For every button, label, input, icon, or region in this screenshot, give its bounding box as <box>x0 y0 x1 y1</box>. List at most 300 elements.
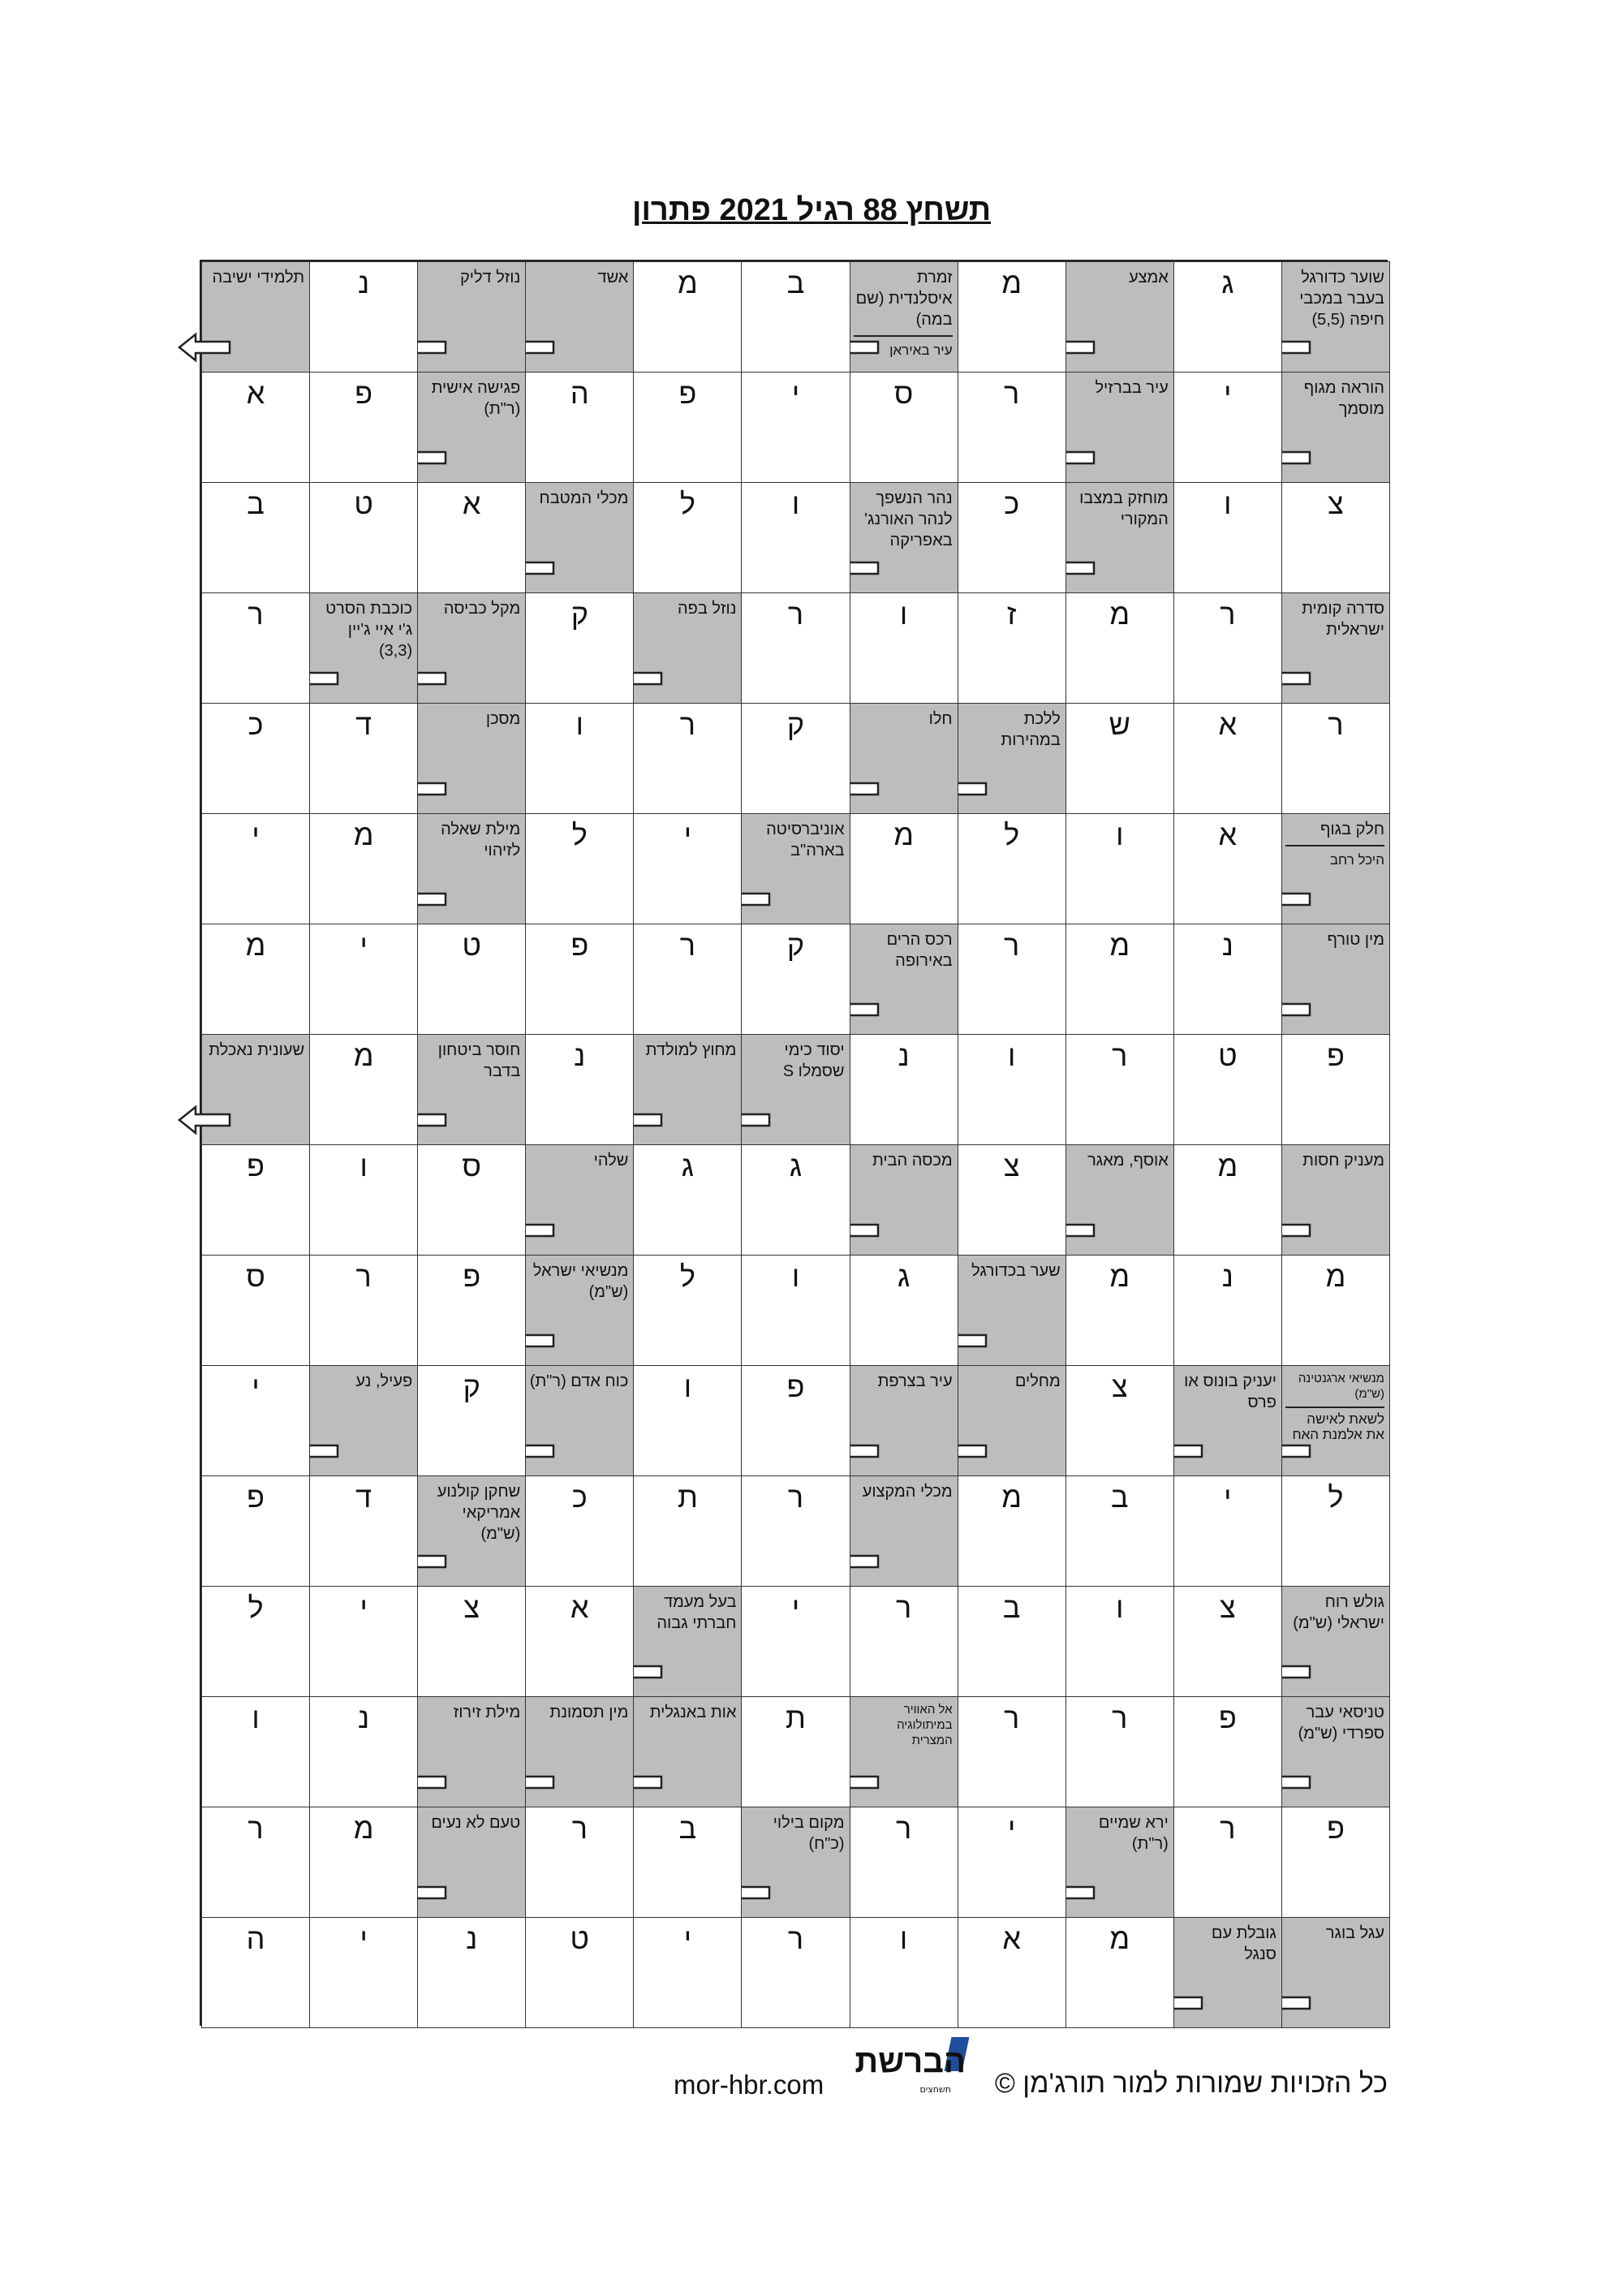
clue-line: אל האוויר במיתולוגיה המצרית <box>897 1703 953 1747</box>
clue-text <box>637 1702 736 1723</box>
answer-letter: נ <box>358 1701 370 1734</box>
answer-cell[interactable] <box>1065 1365 1174 1476</box>
answer-letter: י <box>359 1591 368 1624</box>
answer-letter: ל <box>248 1591 264 1624</box>
answer-cell[interactable] <box>1173 372 1282 483</box>
answer-letter: ר <box>787 1922 804 1955</box>
answer-letter: ל <box>1004 818 1020 851</box>
clue-text <box>854 1702 953 1748</box>
answer-cell[interactable] <box>1065 1586 1174 1697</box>
clue-text <box>1177 1371 1276 1413</box>
clue-line: חלו <box>928 710 953 728</box>
answer-cell[interactable] <box>1065 1475 1174 1587</box>
answer-cell[interactable] <box>309 482 418 593</box>
clue-cell <box>850 1475 958 1587</box>
answer-cell[interactable] <box>958 1696 1066 1807</box>
clue-line: טעם לא נעים <box>431 1814 521 1832</box>
answer-cell[interactable] <box>201 1255 310 1366</box>
answer-cell[interactable] <box>1173 1586 1282 1697</box>
clue-cell <box>741 1034 850 1145</box>
answer-letter: מ <box>1109 1922 1130 1955</box>
clue-text <box>854 1481 953 1502</box>
answer-letter: פ <box>570 928 589 962</box>
clue-cell <box>417 1034 526 1145</box>
clue-cell <box>1065 1144 1174 1256</box>
clue-line: מין טורף <box>1327 931 1384 949</box>
answer-cell[interactable] <box>525 1807 634 1918</box>
answer-cell[interactable] <box>1173 261 1282 373</box>
clue-line: אמצע <box>1128 269 1169 286</box>
answer-letter: ר <box>1112 1039 1128 1072</box>
answer-cell[interactable] <box>417 1365 526 1476</box>
answer-cell[interactable] <box>633 372 742 483</box>
clue-text <box>421 377 520 420</box>
answer-cell[interactable] <box>1281 1807 1390 1918</box>
clue-text <box>1285 929 1384 950</box>
answer-letter: י <box>683 1922 692 1955</box>
answer-letter: ל <box>679 487 695 520</box>
clue-line: אוסף, מאגר <box>1087 1152 1169 1170</box>
clue-text <box>854 929 953 971</box>
answer-cell[interactable] <box>309 813 418 924</box>
answer-cell[interactable] <box>1065 1917 1174 2028</box>
answer-cell[interactable] <box>1173 1144 1282 1256</box>
answer-letter: מ <box>1109 1260 1130 1293</box>
answer-letter: ה <box>570 377 589 410</box>
answer-letter: ר <box>248 1811 264 1845</box>
answer-cell[interactable] <box>309 1807 418 1918</box>
answer-cell[interactable] <box>741 1475 850 1587</box>
answer-cell[interactable] <box>633 482 742 593</box>
answer-cell[interactable] <box>850 1917 958 2028</box>
answer-letter: ט <box>462 928 481 962</box>
clue-cell <box>417 372 526 483</box>
clue-text <box>313 1371 412 1392</box>
answer-cell[interactable] <box>309 1255 418 1366</box>
answer-cell[interactable] <box>633 1365 742 1476</box>
answer-letter: מ <box>353 818 374 851</box>
clue-cell <box>1281 372 1390 483</box>
clue-text <box>529 1150 628 1171</box>
answer-letter: א <box>1218 818 1238 851</box>
clue-cell <box>850 924 958 1035</box>
answer-cell[interactable] <box>1173 813 1282 924</box>
answer-cell[interactable] <box>958 482 1066 593</box>
answer-cell[interactable] <box>1173 924 1282 1035</box>
answer-cell[interactable] <box>1065 1255 1174 1366</box>
answer-cell[interactable] <box>741 1586 850 1697</box>
footer-site-url[interactable]: mor-hbr.com <box>674 2070 824 2100</box>
answer-cell[interactable] <box>850 1255 958 1366</box>
answer-cell[interactable] <box>633 924 742 1035</box>
answer-letter: ו <box>899 597 908 631</box>
clue-cell <box>1173 1917 1282 2028</box>
clue-cell <box>958 703 1066 814</box>
answer-letter: כ <box>248 708 264 741</box>
answer-cell[interactable] <box>741 1365 850 1476</box>
clue-text <box>529 1702 628 1723</box>
answer-letter: ג <box>1221 266 1234 299</box>
clue-line: מחלים <box>1014 1372 1061 1390</box>
clue-line: כוכבת הסרט ג'י איי ג'יין (3,3) <box>325 600 413 660</box>
answer-cell[interactable] <box>1281 1034 1390 1145</box>
answer-letter: ו <box>1224 487 1232 520</box>
answer-cell[interactable] <box>1173 1034 1282 1145</box>
answer-cell[interactable] <box>417 924 526 1035</box>
answer-letter: מ <box>1325 1260 1346 1293</box>
answer-cell[interactable] <box>525 1586 634 1697</box>
answer-cell[interactable] <box>1065 703 1174 814</box>
answer-cell[interactable] <box>958 1807 1066 1918</box>
answer-letter: ו <box>252 1701 260 1734</box>
clue-cell <box>741 813 850 924</box>
clue-text <box>421 267 520 288</box>
answer-cell[interactable] <box>741 1144 850 1256</box>
answer-cell[interactable] <box>1281 703 1390 814</box>
answer-cell[interactable] <box>741 924 850 1035</box>
answer-cell[interactable] <box>741 261 850 373</box>
clue-text <box>1070 267 1169 288</box>
answer-cell[interactable] <box>201 1144 310 1256</box>
answer-letter: נ <box>1221 928 1233 962</box>
answer-cell[interactable] <box>741 482 850 593</box>
answer-letter: ו <box>1116 1591 1124 1624</box>
clue-text <box>1285 1923 1384 1944</box>
answer-cell[interactable] <box>633 703 742 814</box>
answer-cell[interactable] <box>958 372 1066 483</box>
answer-cell[interactable] <box>525 1475 634 1587</box>
answer-cell[interactable] <box>1173 703 1282 814</box>
answer-letter: מ <box>1001 266 1022 299</box>
crossword-grid <box>200 260 1388 2026</box>
answer-cell[interactable] <box>741 372 850 483</box>
answer-cell[interactable] <box>633 1475 742 1587</box>
answer-cell[interactable] <box>201 813 310 924</box>
clue-line: מקל כביסה <box>443 600 521 618</box>
answer-cell[interactable] <box>201 372 310 483</box>
answer-cell[interactable] <box>1281 482 1390 593</box>
answer-cell[interactable] <box>1173 1807 1282 1918</box>
clue-line: אות באנגלית <box>649 1704 737 1721</box>
clue-cell <box>958 1365 1066 1476</box>
answer-letter: מ <box>353 1811 374 1845</box>
clue-cell <box>633 1586 742 1697</box>
answer-cell[interactable] <box>741 1917 850 2028</box>
clue-cell <box>1281 924 1390 1035</box>
clue-cell <box>1281 1365 1390 1476</box>
answer-letter: ר <box>571 1811 588 1845</box>
answer-letter: ה <box>246 1922 265 1955</box>
answer-letter: ל <box>1328 1480 1344 1514</box>
answer-letter: א <box>1002 1922 1021 1955</box>
answer-cell[interactable] <box>201 482 310 593</box>
answer-letter: מ <box>893 818 914 851</box>
answer-letter: פ <box>247 1480 265 1514</box>
answer-cell[interactable] <box>201 1586 310 1697</box>
answer-cell[interactable] <box>850 372 958 483</box>
answer-letter: ב <box>678 1811 697 1845</box>
clue-cell <box>1281 1696 1390 1807</box>
answer-cell[interactable] <box>1065 924 1174 1035</box>
answer-letter: נ <box>574 1039 586 1072</box>
answer-cell[interactable] <box>417 1586 526 1697</box>
answer-cell[interactable] <box>1065 1034 1174 1145</box>
answer-cell[interactable] <box>1173 1475 1282 1587</box>
answer-letter: ס <box>246 1260 265 1293</box>
answer-cell[interactable] <box>633 261 742 373</box>
clue-line: מעניק חסות <box>1302 1152 1384 1170</box>
clue-cell <box>417 592 526 704</box>
answer-cell[interactable] <box>850 813 958 924</box>
answer-cell[interactable] <box>417 1917 526 2028</box>
answer-cell[interactable] <box>1065 592 1174 704</box>
clue-cell <box>1065 372 1174 483</box>
answer-letter: ר <box>248 597 264 631</box>
answer-cell[interactable] <box>633 1917 742 2028</box>
answer-cell[interactable] <box>958 1144 1066 1256</box>
answer-cell[interactable] <box>201 703 310 814</box>
answer-letter: פ <box>463 1260 481 1293</box>
answer-cell[interactable] <box>958 592 1066 704</box>
answer-letter: מ <box>1001 1480 1022 1514</box>
answer-letter: א <box>570 1591 589 1624</box>
answer-letter: ט <box>1218 1039 1238 1072</box>
page-title: תשחץ 88 רגיל 2021 פתרון <box>632 193 991 227</box>
answer-letter: ר <box>895 1811 912 1845</box>
answer-letter: ס <box>893 377 914 410</box>
clue-text <box>1177 1923 1276 1965</box>
clue-line: מסכן <box>485 710 521 728</box>
answer-letter: פ <box>1326 1811 1345 1845</box>
clue-cell <box>525 1144 634 1256</box>
answer-cell[interactable] <box>1065 1696 1174 1807</box>
answer-cell[interactable] <box>525 703 634 814</box>
clue-line: מכסה הבית <box>872 1152 953 1170</box>
answer-letter: ט <box>570 1922 590 1955</box>
answer-letter: י <box>791 1591 800 1624</box>
clue-cell <box>1065 482 1174 593</box>
answer-letter: ק <box>786 708 805 741</box>
answer-cell[interactable] <box>417 1255 526 1366</box>
answer-cell[interactable] <box>309 261 418 373</box>
answer-cell[interactable] <box>633 813 742 924</box>
answer-letter: ר <box>1004 1701 1020 1734</box>
answer-cell[interactable] <box>201 1807 310 1918</box>
footer-copyright: כל הזכויות שמורות למור תורג'מן © <box>994 2068 1388 2099</box>
answer-cell[interactable] <box>1281 1475 1390 1587</box>
answer-letter: י <box>359 1922 368 1955</box>
answer-cell[interactable] <box>309 1917 418 2028</box>
answer-cell[interactable] <box>417 1144 526 1256</box>
clue-line: עיר בצרפת <box>877 1372 953 1390</box>
answer-cell[interactable] <box>958 261 1066 373</box>
clue-line: גולש רוח ישראלי (ש"מ) <box>1293 1593 1384 1632</box>
clue-line: שלהי <box>593 1152 629 1170</box>
clue-line: רכס הרים באירופה <box>886 931 953 970</box>
answer-letter: ט <box>354 487 373 520</box>
clue-line: שוער כדורגל בעבר במכבי חיפה (5,5) <box>1299 269 1384 329</box>
answer-cell[interactable] <box>1173 1696 1282 1807</box>
answer-cell[interactable] <box>741 1255 850 1366</box>
answer-letter: ז <box>1006 597 1017 631</box>
answer-letter: ר <box>1220 1811 1236 1845</box>
answer-letter: ו <box>791 1260 800 1293</box>
answer-cell[interactable] <box>741 592 850 704</box>
answer-cell[interactable] <box>201 1365 310 1476</box>
answer-cell[interactable] <box>309 1696 418 1807</box>
clue-cell <box>309 592 418 704</box>
answer-cell[interactable] <box>633 1255 742 1366</box>
answer-cell[interactable] <box>309 924 418 1035</box>
clue-text <box>854 709 953 730</box>
answer-letter: ל <box>571 818 588 851</box>
answer-letter: ב <box>786 266 805 299</box>
answer-cell[interactable] <box>201 1917 310 2028</box>
clue-cell <box>417 1696 526 1807</box>
answer-cell[interactable] <box>741 1696 850 1807</box>
clue-cell <box>1281 1144 1390 1256</box>
clue-text <box>313 598 412 661</box>
answer-cell[interactable] <box>525 1917 634 2028</box>
clue-text <box>421 1040 520 1082</box>
clue-line: נוזל בפה <box>678 600 737 618</box>
answer-cell[interactable] <box>309 1144 418 1256</box>
answer-letter: ב <box>1110 1480 1129 1514</box>
answer-letter: י <box>791 377 800 410</box>
answer-cell[interactable] <box>633 1144 742 1256</box>
logo-text: הברשת <box>855 2044 966 2079</box>
answer-letter: ו <box>683 1370 692 1403</box>
clue-cell <box>741 1807 850 1918</box>
answer-cell[interactable] <box>201 592 310 704</box>
answer-cell[interactable] <box>201 1696 310 1807</box>
answer-letter: ר <box>1004 928 1020 962</box>
clue-text <box>637 598 736 619</box>
clue-cell <box>201 1034 310 1145</box>
clue-line: טניסאי עבר ספרדי (ש"מ) <box>1298 1704 1384 1742</box>
answer-cell[interactable] <box>525 813 634 924</box>
answer-cell[interactable] <box>958 1917 1066 2028</box>
clue-text <box>745 819 844 861</box>
answer-cell[interactable] <box>201 924 310 1035</box>
answer-cell[interactable] <box>958 1475 1066 1587</box>
clue-text <box>421 709 520 730</box>
answer-cell[interactable] <box>525 592 634 704</box>
clue-line: מילת זירוז <box>453 1704 521 1721</box>
clue-text <box>854 1371 953 1392</box>
answer-letter: ר <box>787 597 804 631</box>
answer-cell[interactable] <box>309 1034 418 1145</box>
answer-letter: צ <box>1003 1149 1020 1182</box>
clue-text <box>421 1481 520 1544</box>
answer-cell[interactable] <box>201 1475 310 1587</box>
clue-line: כוח אדם (ר"ת) <box>529 1372 629 1390</box>
clue-text <box>745 1812 844 1854</box>
clue-line: סדרה קומית ישראלית <box>1302 600 1384 639</box>
answer-letter: מ <box>1109 928 1130 962</box>
answer-cell[interactable] <box>525 1034 634 1145</box>
answer-letter: נ <box>1221 1260 1233 1293</box>
answer-cell[interactable] <box>1173 1255 1282 1366</box>
answer-letter: פ <box>786 1370 805 1403</box>
clue-line: שער בכדורגל <box>971 1262 1061 1280</box>
clue-line: מקום בילוי (כ"ח) <box>773 1814 845 1853</box>
clue-text <box>529 1371 628 1392</box>
answer-letter: י <box>252 818 260 851</box>
answer-letter: י <box>1224 1480 1232 1514</box>
answer-cell[interactable] <box>1065 813 1174 924</box>
clue-line: עיר באיראן <box>854 335 953 361</box>
answer-cell[interactable] <box>850 1586 958 1697</box>
answer-cell[interactable] <box>850 1034 958 1145</box>
clue-line: זמרת איסלנדית (שם במה) <box>855 269 953 329</box>
answer-cell[interactable] <box>525 372 634 483</box>
answer-letter: פ <box>355 377 373 410</box>
clue-line: בעל מעמד חברתי גבוה <box>657 1593 737 1632</box>
clue-line: מנשיאי ישראל (ש"מ) <box>532 1262 629 1301</box>
clue-text <box>421 1702 520 1723</box>
logo-subtext: תשחצים <box>919 2084 951 2095</box>
answer-cell[interactable] <box>958 924 1066 1035</box>
clue-line: נהר הנשפך לנהר האורנג' באפריקה <box>864 489 953 549</box>
clue-text <box>529 1260 628 1303</box>
clue-cell <box>850 482 958 593</box>
answer-letter: ל <box>679 1260 695 1293</box>
answer-letter: י <box>1007 1811 1016 1845</box>
clue-text <box>1285 1702 1384 1744</box>
answer-cell[interactable] <box>309 703 418 814</box>
answer-cell[interactable] <box>1173 482 1282 593</box>
answer-cell[interactable] <box>309 372 418 483</box>
answer-letter: ר <box>355 1260 372 1293</box>
answer-cell[interactable] <box>633 1807 742 1918</box>
answer-letter: מ <box>353 1039 374 1072</box>
clue-cell <box>1281 813 1390 924</box>
clue-line: היכל רחב <box>1285 845 1384 871</box>
answer-cell[interactable] <box>958 1586 1066 1697</box>
answer-letter: מ <box>678 266 698 299</box>
clue-cell <box>417 1475 526 1587</box>
answer-cell[interactable] <box>525 924 634 1035</box>
answer-letter: ו <box>575 708 583 741</box>
answer-cell[interactable] <box>309 1475 418 1587</box>
clue-line: יעניק בונוס או פרס <box>1184 1372 1276 1411</box>
clue-line: מחוץ למולדת <box>645 1041 737 1059</box>
answer-cell[interactable] <box>1173 592 1282 704</box>
answer-letter: ר <box>679 928 696 962</box>
answer-letter: ג <box>897 1260 911 1293</box>
clue-cell <box>417 1807 526 1918</box>
clue-line: מכלי המטבח <box>539 489 629 507</box>
answer-cell[interactable] <box>850 1807 958 1918</box>
clue-line: עגל בוגר <box>1325 1924 1384 1942</box>
answer-cell[interactable] <box>741 703 850 814</box>
answer-cell[interactable] <box>309 1586 418 1697</box>
answer-cell[interactable] <box>958 1034 1066 1145</box>
clue-text <box>1070 377 1169 398</box>
answer-cell[interactable] <box>850 592 958 704</box>
answer-letter: ר <box>1004 377 1020 410</box>
answer-letter: ר <box>1112 1701 1128 1734</box>
clue-text <box>1285 1150 1384 1171</box>
answer-cell[interactable] <box>958 813 1066 924</box>
clue-cell <box>525 1696 634 1807</box>
answer-cell[interactable] <box>1281 1255 1390 1366</box>
clue-cell <box>1281 1917 1390 2028</box>
clue-line: מכלי המקצוע <box>862 1483 953 1501</box>
answer-cell[interactable] <box>417 482 526 593</box>
clue-line: פגישה אישית (ר"ת) <box>431 379 521 418</box>
